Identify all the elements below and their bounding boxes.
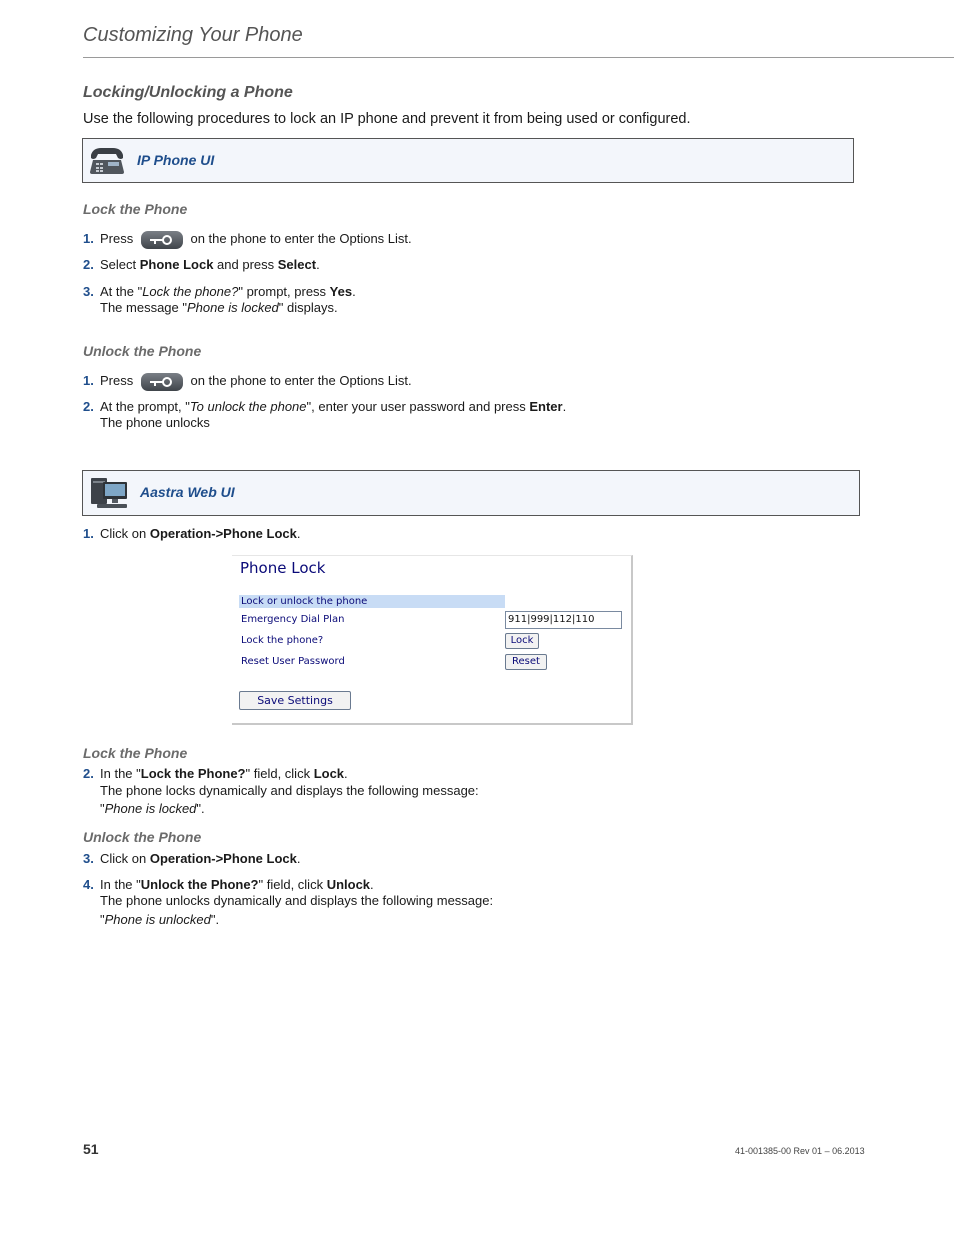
web-step-4-message: [100, 912, 219, 927]
step-emphasis: Yes: [329, 284, 353, 299]
unlock-step-2-result: The phone unlocks: [100, 415, 210, 430]
lock-button[interactable]: Lock: [505, 633, 539, 649]
phone-lock-panel: [232, 555, 633, 725]
step-text: Click on: [100, 526, 150, 541]
step-emphasis: Operation->Phone Lock: [149, 526, 297, 541]
unlock-phone-heading: Unlock the Phone: [83, 343, 202, 359]
step-number: 2.: [83, 257, 94, 272]
computer-icon: [89, 476, 129, 510]
step-text: In the ": [100, 877, 141, 892]
step-italic: Phone is unlocked: [104, 912, 211, 927]
step-emphasis: Unlock: [326, 877, 371, 892]
web-step-2-message: [100, 801, 205, 816]
step-italic: To unlock the phone: [189, 399, 307, 414]
options-key-icon: [141, 373, 183, 391]
step-text: .: [296, 851, 301, 866]
document-reference: 41-001385-00 Rev 01 – 06.2013: [735, 1146, 865, 1156]
step-text: on the phone to enter the Options List.: [190, 373, 412, 388]
section-title: Locking/Unlocking a Phone: [83, 84, 293, 101]
step-number: 1.: [83, 373, 94, 388]
step-text: .: [344, 766, 348, 781]
step-emphasis: Lock: [313, 766, 345, 781]
lock-phone-heading: Lock the Phone: [83, 201, 188, 217]
web-step-4: [83, 876, 374, 893]
section-intro: Use the following procedures to lock an IP phone and prevent it from being used or configured.: [83, 111, 691, 127]
step-text: " field, click: [245, 766, 314, 781]
lock-phone-label: Lock the phone?: [241, 635, 324, 646]
chapter-title: Customizing Your Phone: [83, 24, 303, 46]
step-emphasis: Phone Lock: [139, 257, 214, 272]
step-text: .: [296, 526, 301, 541]
step-text: ", enter your user password and press: [306, 399, 530, 414]
step-text: " displays.: [278, 300, 338, 315]
unlock-step-1: [83, 372, 583, 392]
step-emphasis: Enter: [529, 399, 563, 414]
step-number: 2.: [83, 399, 94, 414]
step-text: ": [100, 912, 105, 927]
emergency-dial-plan-label: Emergency Dial Plan: [241, 614, 345, 625]
step-text: .: [562, 399, 567, 414]
step-italic: Phone is locked: [104, 801, 197, 816]
web-lock-heading: Lock the Phone: [83, 745, 188, 761]
lock-step-2: [83, 256, 320, 273]
step-text: on the phone to enter the Options List.: [190, 231, 412, 246]
step-number: 3.: [83, 284, 94, 299]
page-number: 51: [83, 1141, 99, 1157]
step-italic: Phone is locked: [187, 300, 279, 315]
step-emphasis: Select: [277, 257, 317, 272]
options-key-icon: [141, 231, 183, 249]
web-step-2-result: The phone locks dynamically and displays the following message:: [100, 783, 479, 798]
lock-step-3-result: [100, 300, 338, 315]
step-number: 1.: [83, 526, 94, 541]
step-emphasis: Unlock the Phone?: [140, 877, 259, 892]
step-text: .: [370, 877, 374, 892]
desk-phone-icon: [88, 145, 126, 175]
step-number: 1.: [83, 231, 94, 246]
web-step-2: [83, 765, 348, 782]
step-text: " field, click: [258, 877, 327, 892]
step-text: ".: [196, 801, 205, 816]
panel-title: Phone Lock: [240, 559, 326, 577]
web-ui-box: [82, 470, 860, 516]
step-emphasis: Operation->Phone Lock: [149, 851, 297, 866]
step-emphasis: Lock the Phone?: [140, 766, 246, 781]
step-text: ": [100, 801, 105, 816]
step-text: and press: [213, 257, 278, 272]
step-text: Click on: [100, 851, 150, 866]
header-rule: [83, 57, 954, 58]
lock-step-3: [83, 283, 356, 300]
save-settings-button[interactable]: Save Settings: [239, 691, 351, 710]
reset-password-label: Reset User Password: [241, 656, 345, 667]
reset-button[interactable]: Reset: [505, 654, 547, 670]
step-number: 3.: [83, 851, 94, 866]
step-text: ".: [210, 912, 220, 927]
web-step-1: [83, 525, 301, 542]
step-text: " prompt, press: [238, 284, 330, 299]
ip-phone-ui-box: [82, 138, 854, 183]
panel-section-label: Lock or unlock the phone: [239, 595, 505, 608]
step-text: At the prompt, ": [100, 399, 190, 414]
step-italic: Lock the phone?: [142, 284, 239, 299]
step-text: Press: [100, 373, 134, 388]
ip-phone-ui-label: IP Phone UI: [137, 152, 215, 168]
web-ui-label: Aastra Web UI: [140, 484, 235, 500]
step-text: In the ": [100, 766, 141, 781]
emergency-dial-plan-input[interactable]: 911|999|112|110: [505, 611, 622, 629]
step-number: 4.: [83, 877, 94, 892]
step-text: At the ": [100, 284, 143, 299]
web-step-3: [83, 850, 301, 867]
step-text: Select: [100, 257, 140, 272]
lock-step-1: [83, 230, 583, 250]
step-number: 2.: [83, 766, 94, 781]
unlock-step-2: [83, 398, 567, 415]
web-step-4-result: The phone unlocks dynamically and displays the following message:: [100, 893, 494, 908]
step-text: .: [316, 257, 320, 272]
step-text: Press: [100, 231, 134, 246]
web-unlock-heading: Unlock the Phone: [83, 829, 202, 845]
step-text: The message ": [100, 300, 187, 315]
step-text: .: [352, 284, 356, 299]
